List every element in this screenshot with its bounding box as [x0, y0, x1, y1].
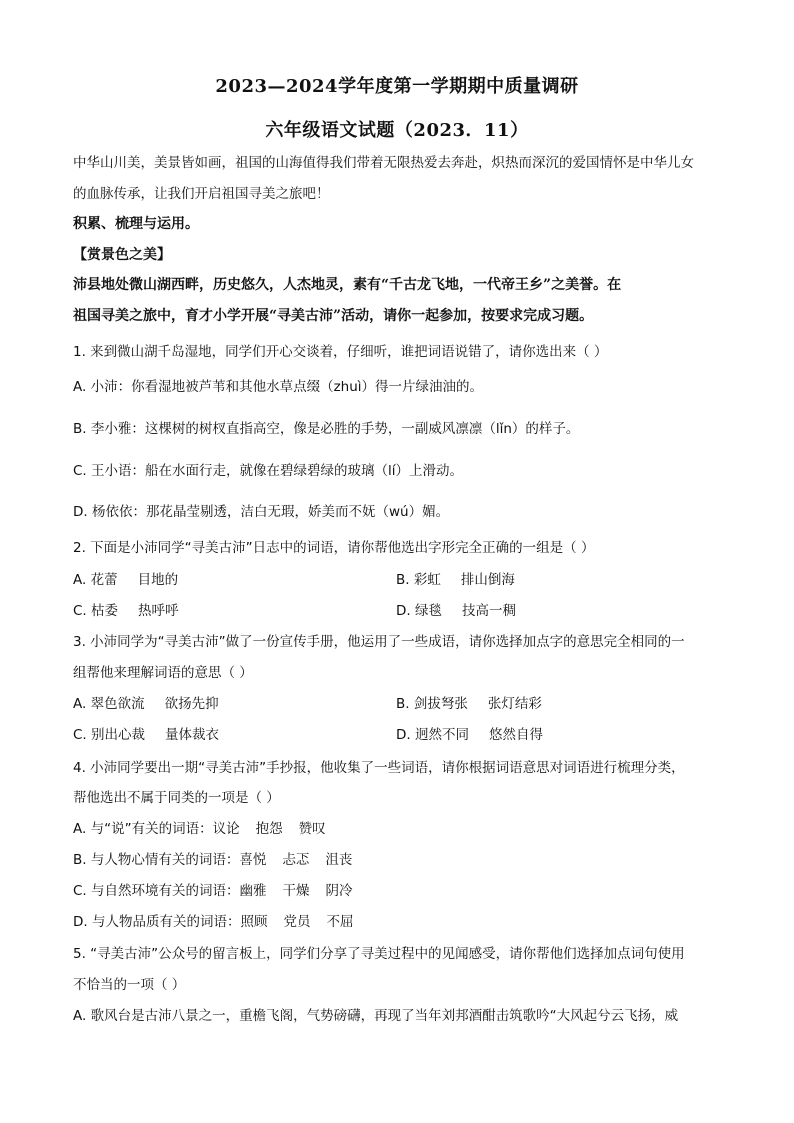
- intro-line-1: 中华山川美，美景皆如画，祖国的山海值得我们带着无限热爱去奔赴，炽热而深沉的爱国情怀是中华儿女: [73, 155, 694, 171]
- q3-option-b-word2: 张灯结彩: [487, 696, 542, 712]
- q3-stem-line-2: 组帮他来理解词语的意思（ ）: [73, 665, 253, 681]
- q4-option-c-word1: 幽雅: [239, 883, 267, 899]
- q2-option-a: [73, 568, 178, 588]
- q2-option-d-word1: D. 绿毯: [396, 603, 442, 619]
- q3-option-a-word2: 欲扬先抑: [164, 696, 219, 712]
- q2-option-c: [73, 599, 179, 619]
- q4-option-c-word2: 干燥: [282, 883, 310, 899]
- q2-stem: 2. 下面是小沛同学“寻美古沛”日志中的词语，请你帮他选出字形完全正确的一组是（ ）: [73, 540, 595, 556]
- q4-option-a: [73, 817, 326, 837]
- q3-option-d-word1: D. 迥然不同: [396, 727, 469, 743]
- q4-option-c-word3: 阴冷: [325, 883, 353, 899]
- q3-option-c: [73, 723, 219, 743]
- intro-line-2: 的血脉传承，让我们开启祖国寻美之旅吧！: [73, 186, 330, 202]
- q5-stem-line-1: 5. “寻美古沛”公众号的留言板上，同学们分享了寻美过程中的见闻感受，请你帮他们选择加点词句使用: [73, 946, 685, 962]
- section-subheading: 【赏景色之美】: [73, 247, 171, 263]
- section-desc-1: 沛县地处微山湖西畔，历史悠久，人杰地灵，素有“千古龙飞地，一代帝王乡”之美誉。在: [73, 277, 622, 293]
- q4-option-b-word3: 沮丧: [325, 852, 353, 868]
- q4-option-d: [73, 910, 353, 930]
- q2-option-a-word1: A. 花蕾: [73, 572, 118, 588]
- q4-option-b-word2: 忐忑: [282, 852, 310, 868]
- page-title: 2023—2024学年度第一学期期中质量调研: [215, 76, 579, 97]
- q4-option-a-word1: 议论: [212, 821, 240, 837]
- page-subtitle: 六年级语文试题（2023．11）: [265, 120, 529, 141]
- q4-option-d-word2: 党员: [283, 914, 311, 930]
- q4-stem-line-2: 帮他选出不属于同类的一项是（ ）: [73, 790, 280, 806]
- q4-option-d-word1: 照顾: [240, 914, 268, 930]
- q3-option-b-word1: B. 剑拔弩张: [396, 696, 468, 712]
- q3-option-c-word2: 量体裁衣: [165, 727, 220, 743]
- q3-stem-line-1: 3. 小沛同学为“寻美古沛”做了一份宣传手册，他运用了一些成语，请你选择加点字的意思完全相同的一: [73, 634, 685, 650]
- q4-option-c-label: C. 与自然环境有关的词语：: [73, 883, 240, 899]
- q3-option-b: [396, 692, 542, 712]
- q4-option-a-word2: 抱怨: [255, 821, 283, 837]
- q4-option-a-label: A. 与“说”有关的词语：: [73, 821, 213, 837]
- q2-option-c-word1: C. 枯委: [73, 603, 119, 619]
- q1-option-a: A. 小沛：你看湿地被芦苇和其他水草点缀（zhuì）得一片绿油油的。: [73, 379, 484, 395]
- q4-option-c: [73, 879, 353, 899]
- q4-option-b: [73, 848, 352, 868]
- q5-stem-line-2: 不恰当的一项（ ）: [73, 977, 186, 993]
- q2-option-c-word2: 热呼呼: [138, 603, 179, 619]
- q4-stem-line-1: 4. 小沛同学要出一期“寻美古沛”手抄报，他收集了一些词语，请你根据词语意思对词语进行梳理分类，: [73, 760, 685, 776]
- q3-option-d: [396, 723, 543, 743]
- q1-stem: 1. 来到微山湖千岛湿地，同学们开心交谈着，仔细听，谁把词语说错了，请你选出来（ ）: [73, 344, 608, 360]
- q1-option-b: B. 李小雅：这棵树的树杈直指高空，像是必胜的手势，一副威风凛凛（lǐn）的样子。: [73, 421, 580, 437]
- q1-option-d: D. 杨依依：那花晶莹剔透，洁白无瑕，娇美而不妩（wú）媚。: [73, 504, 450, 520]
- q2-option-b-word1: B. 彩虹: [396, 572, 441, 588]
- q5-option-a: A. 歌风台是古沛八景之一，重檐飞阁，气势磅礴，再现了当年刘邦酒酣击筑歌吟“大风起兮云飞扬，威: [73, 1008, 679, 1024]
- q2-option-d-word2: 技高一稠: [461, 603, 516, 619]
- q4-option-b-label: B. 与人物心情有关的词语：: [73, 852, 240, 868]
- q4-option-d-label: D. 与人物品质有关的词语：: [73, 914, 241, 930]
- q2-option-a-word2: 目地的: [137, 572, 179, 588]
- q4-option-d-word3: 不屈: [326, 914, 354, 930]
- q2-option-b-word2: 排山倒海: [460, 572, 515, 588]
- section-heading: 积累、梳理与运用。: [73, 216, 199, 232]
- q3-option-c-word1: C. 别出心裁: [73, 727, 146, 743]
- q4-option-b-word1: 喜悦: [239, 852, 267, 868]
- section-desc-2: 祖国寻美之旅中，育才小学开展“寻美古沛”活动，请你一起参加，按要求完成习题。: [73, 308, 594, 324]
- q2-option-d: [396, 599, 516, 619]
- q3-option-d-word2: 悠然自得: [488, 727, 543, 743]
- q2-option-b: [396, 568, 515, 588]
- q3-option-a: [73, 692, 219, 712]
- q3-option-a-word1: A. 翠色欲流: [73, 696, 145, 712]
- q4-option-a-word3: 赞叹: [298, 821, 326, 837]
- q1-option-c: C. 王小语：船在水面行走，就像在碧绿碧绿的玻璃（lí）上滑动。: [73, 463, 464, 479]
